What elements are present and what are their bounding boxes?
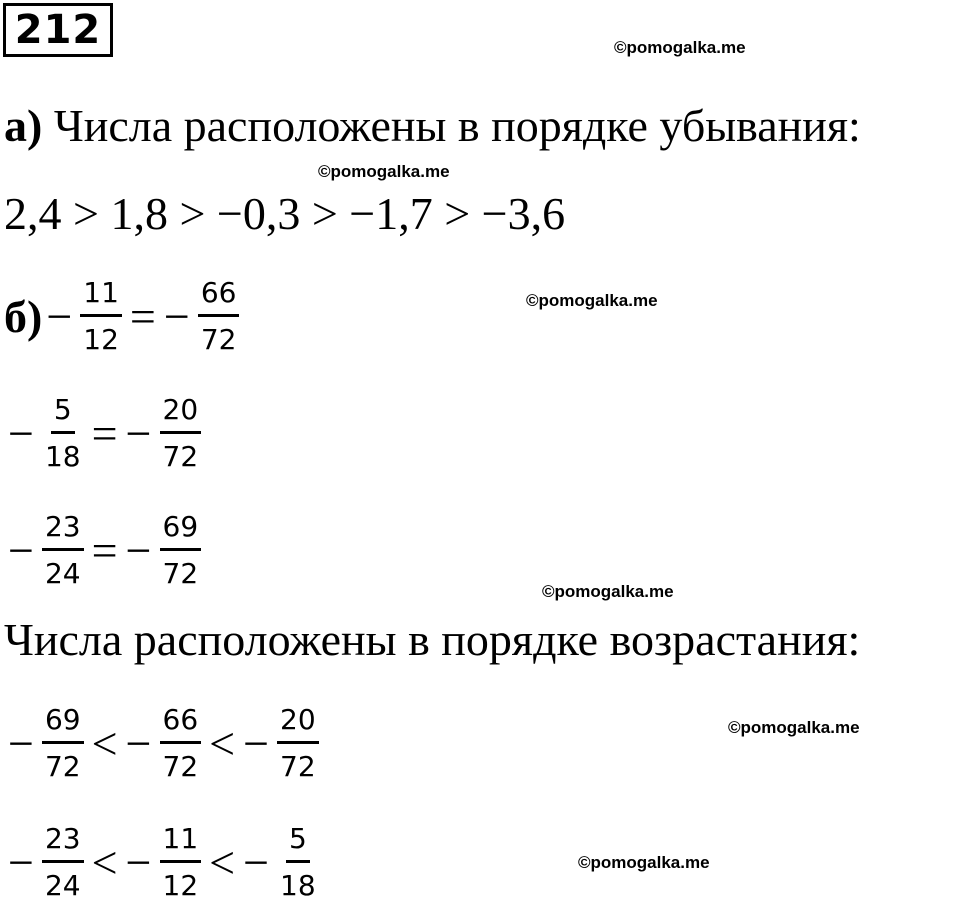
- numerator: 69: [160, 510, 202, 551]
- less-than-sign: <: [91, 718, 118, 769]
- denominator: 24: [44, 557, 81, 590]
- denominator: 18: [280, 869, 316, 902]
- part-a-label: а): [4, 100, 43, 151]
- numerator: 20: [160, 393, 202, 434]
- minus-sign: −: [46, 291, 73, 342]
- numerator: 66: [198, 276, 240, 317]
- minus-sign: −: [243, 718, 270, 769]
- denominator: 72: [44, 750, 81, 783]
- fraction: [42, 510, 84, 591]
- part-b-label: б): [4, 291, 43, 342]
- fraction: [277, 703, 319, 784]
- problem-number: 212: [3, 3, 113, 57]
- numerator: 69: [42, 703, 84, 744]
- watermark: ©pomogalka.me: [728, 718, 860, 737]
- equation-1: [4, 276, 243, 357]
- denominator: 72: [280, 750, 316, 783]
- watermark: ©pomogalka.me: [526, 291, 658, 310]
- denominator: 12: [162, 869, 199, 902]
- fraction: [42, 822, 84, 903]
- fraction: [42, 393, 84, 474]
- denominator: 72: [162, 750, 199, 783]
- denominator: 12: [83, 323, 119, 356]
- minus-sign: −: [243, 837, 270, 888]
- numerator: 23: [42, 822, 84, 863]
- inequality-1: [4, 703, 323, 784]
- fraction: [160, 510, 202, 591]
- minus-sign: −: [125, 718, 152, 769]
- watermark: ©pomogalka.me: [614, 38, 746, 57]
- equation-3: [4, 510, 205, 591]
- numerator: 23: [42, 510, 84, 551]
- watermark: ©pomogalka.me: [318, 162, 450, 181]
- denominator: 72: [162, 557, 199, 590]
- inequality-2: [4, 822, 323, 903]
- minus-sign: −: [125, 837, 152, 888]
- fraction: [80, 276, 122, 357]
- numerator: 5: [51, 393, 75, 434]
- fraction: [160, 703, 202, 784]
- minus-sign: −: [125, 525, 152, 576]
- part-a-line: [4, 98, 861, 154]
- minus-sign: −: [163, 291, 190, 342]
- equals-sign: =: [91, 408, 118, 459]
- part-a-sequence: 2,4 > 1,8 > −0,3 > −1,7 > −3,6: [4, 188, 566, 239]
- numerator: 66: [160, 703, 202, 744]
- numerator: 20: [277, 703, 319, 744]
- numerator: 11: [80, 276, 122, 317]
- minus-sign: −: [8, 408, 34, 459]
- part-a-text: Числа расположены в порядке убывания:: [53, 100, 861, 151]
- minus-sign: −: [8, 525, 34, 576]
- fraction: [277, 822, 319, 903]
- denominator: 72: [162, 440, 199, 473]
- fraction: [198, 276, 240, 357]
- minus-sign: −: [8, 837, 34, 888]
- minus-sign: −: [125, 408, 152, 459]
- less-than-sign: <: [209, 837, 236, 888]
- numerator: 5: [286, 822, 310, 863]
- fraction: [160, 822, 202, 903]
- equation-2: [4, 393, 205, 474]
- numerator: 11: [160, 822, 202, 863]
- watermark: ©pomogalka.me: [578, 853, 710, 872]
- equals-sign: =: [91, 525, 118, 576]
- equals-sign: =: [129, 291, 156, 342]
- less-than-sign: <: [91, 837, 118, 888]
- fraction: [160, 393, 202, 474]
- denominator: 18: [44, 440, 81, 473]
- denominator: 24: [44, 869, 81, 902]
- watermark: ©pomogalka.me: [542, 582, 674, 601]
- minus-sign: −: [8, 718, 34, 769]
- denominator: 72: [200, 323, 237, 356]
- part-b-text: Числа расположены в порядке возрастания:: [4, 614, 861, 665]
- fraction: [42, 703, 84, 784]
- less-than-sign: <: [209, 718, 236, 769]
